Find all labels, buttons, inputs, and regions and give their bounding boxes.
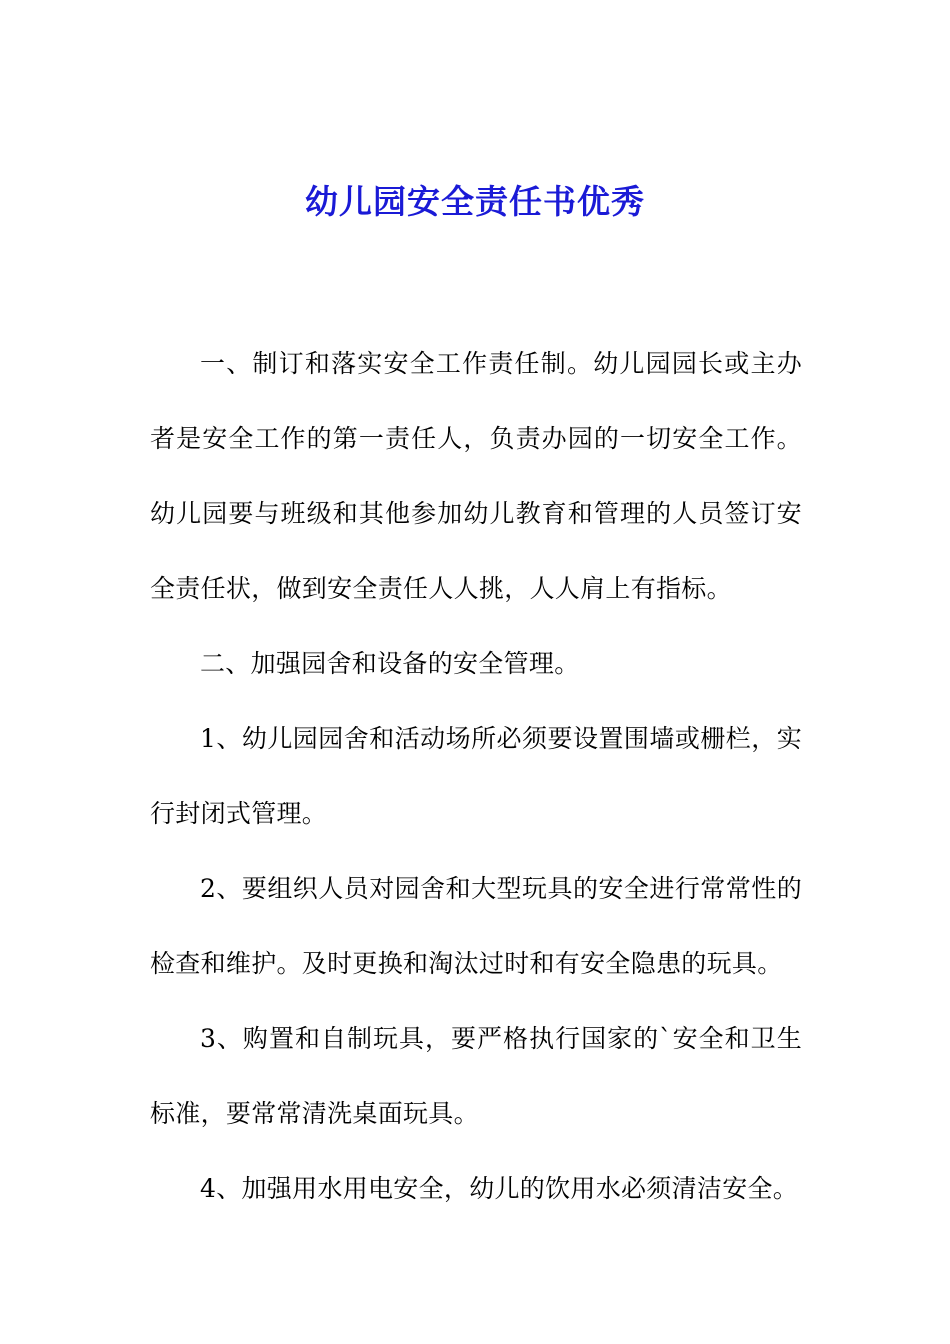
paragraph-facility-management: 二、加强园舍和设备的安全管理。 xyxy=(200,649,580,678)
paragraph-item-3: 3、购置和自制玩具，要严格执行国家的`安全和卫生标准，要常常清洗桌面玩具。 xyxy=(150,1024,802,1128)
paragraph-item-1: 1、幼儿园园舍和活动场所必须要设置围墙或栅栏，实行封闭式管理。 xyxy=(150,724,802,828)
paragraph-responsibility-system: 一、制订和落实安全工作责任制。幼儿园园长或主办者是安全工作的第一责任人，负责办园的一切安全工作。幼儿园要与班级和其他参加幼儿教育和管理的人员签订安全责任状，做到安全责任人人挑，人人肩上有指标。 xyxy=(150,349,802,603)
document-body xyxy=(150,326,802,1226)
document-title: 幼儿园安全责任书优秀 xyxy=(305,182,645,221)
paragraph-item-2: 2、要组织人员对园舍和大型玩具的安全进行常常性的检查和维护。及时更换和淘汰过时和有安全隐患的玩具。 xyxy=(150,874,802,978)
paragraph-item-4: 4、加强用水用电安全，幼儿的饮用水必须清洁安全。 xyxy=(200,1174,799,1203)
